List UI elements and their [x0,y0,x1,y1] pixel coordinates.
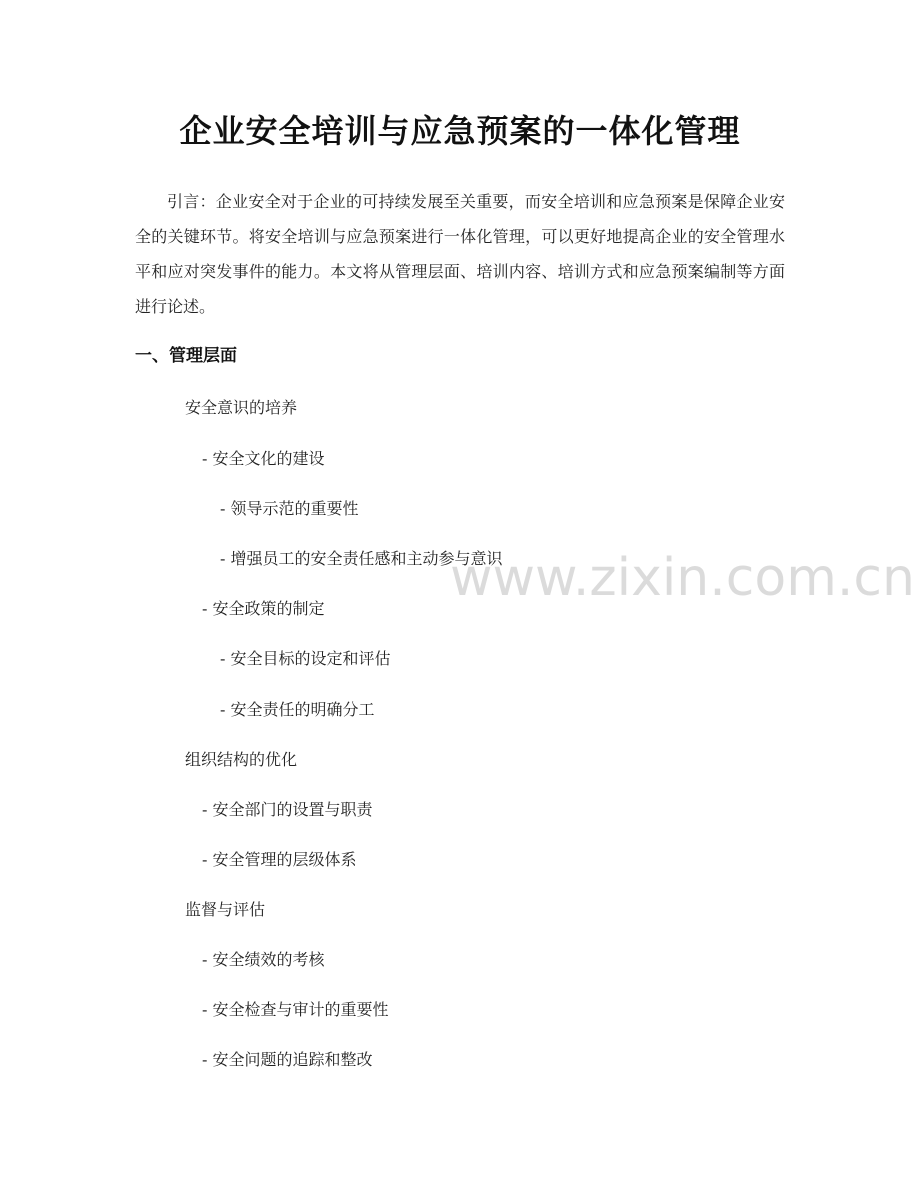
intro-paragraph: 引言：企业安全对于企业的可持续发展至关重要，而安全培训和应急预案是保障企业安全的关键环节。将安全培训与应急预案进行一体化管理，可以更好地提高企业的安全管理水平和应对突发事件的能力。本文将从管理层面、培训内容、培训方式和应急预案编制等方面进行论述。 [135,192,785,316]
outline-item: - 安全部门的设置与职责 [202,800,373,819]
outline-item: - 安全管理的层级体系 [202,850,357,869]
outline-item: - 安全责任的明确分工 [220,700,375,719]
outline-item: 安全意识的培养 [185,398,298,417]
outline-item: - 安全检查与审计的重要性 [202,1000,389,1019]
outline-item: 组织结构的优化 [185,750,298,769]
outline-item: - 安全文化的建设 [202,449,325,468]
outline-item: - 增强员工的安全责任感和主动参与意识 [220,549,503,568]
outline-item: - 安全绩效的考核 [202,950,325,969]
outline-item: - 安全目标的设定和评估 [220,649,391,668]
document-title: 企业安全培训与应急预案的一体化管理 [179,112,741,150]
section-heading-management: 一、管理层面 [135,346,237,366]
outline-item: 监督与评估 [185,900,266,919]
outline-item: - 安全政策的制定 [202,599,325,618]
watermark: www.zixin.com.cn [450,548,915,608]
outline-item: - 安全问题的追踪和整改 [202,1050,373,1069]
outline-item: - 领导示范的重要性 [220,499,359,518]
